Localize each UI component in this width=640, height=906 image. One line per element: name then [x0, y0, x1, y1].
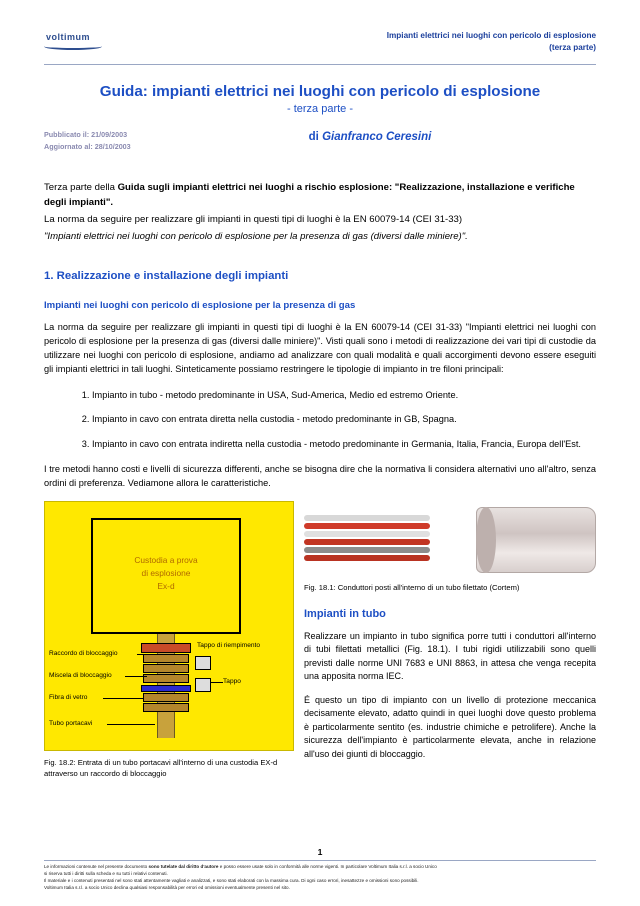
- footer-line1-b: sono tutelate dal diritto d'autore: [148, 864, 219, 870]
- right-column-paragraph-1: Realizzare un impianto in tubo significa porre tutti i conduttori all'interno di tubi filettati metallici (Fig. 18.1). I tubi rigidi utilizzabili sono quelli previsti dalle norme UNI 7683 e UNI 8863, in attesa che venga recepita una apposita norma IEC.: [304, 630, 596, 682]
- page-footer: [44, 847, 596, 892]
- label-tubo: Tubo portacavi: [49, 719, 93, 727]
- header-divider: [44, 64, 596, 65]
- section-heading: 1. Realizzazione e installazione degli impianti: [44, 270, 289, 283]
- publication-dates: [44, 129, 224, 153]
- page-title: Guida: impianti elettrici nei luoghi con pericolo di esplosione: [99, 83, 541, 100]
- figures-area: [44, 501, 596, 779]
- footer-line3: Il materiale e i contenuti presentati nel sono stati attentamente vagliati e analizzati, e sono stati elaborati con la massima cura. Di ogni caso errori, inesattezze e omissioni sono possibili.: [44, 878, 419, 884]
- enclosure-label: [93, 554, 239, 593]
- tube-end-icon: [476, 507, 496, 573]
- figure-18-1-photo: [304, 501, 596, 579]
- header-title-line1: Impianti elettrici nei luoghi con pericolo di esplosione: [386, 31, 596, 40]
- right-column-paragraph-2: É questo un tipo di impianto con un livello di protezione meccanica decisamente elevato, adatto quindi in quei luoghi dove questo problema è particolarmente sentito (es. industrie chimiche e petrolifere). Anche la sicurezza dell'impianto è particolarmente elevata, anche in relazione all'uso dei giunti di bloccaggio.: [304, 694, 596, 759]
- enclosure-label-line1: Custodia a prova: [134, 554, 198, 565]
- right-column: [304, 501, 596, 779]
- page-subtitle: - terza parte -: [286, 103, 354, 115]
- header-title-line2: (terza parte): [549, 42, 596, 52]
- label-miscela: Miscela di bloccaggio: [49, 671, 112, 679]
- list-item: 3. Impianto in cavo con entrata indiretta nella custodia - metodo predominante in Germania, Italia, Francia, Europa dell'Est.: [92, 438, 596, 452]
- footer-line1-a: Le informazioni contenute nel presente documento: [44, 864, 149, 870]
- leader-1: [137, 654, 149, 655]
- label-tappo: Tappo: [223, 677, 241, 685]
- leader-4: [107, 724, 155, 725]
- illustration-pipe-entry: [44, 501, 294, 751]
- footer-line1-c: e posso essere usate solo in conformità alle norme vigenti. In particolare Voltimum Italia s.r.l. a socio Unico: [218, 864, 437, 870]
- figure-18-2: [44, 501, 294, 779]
- figure-18-2-caption: Fig. 18.2: Entrata di un tubo portacavi all'interno di una custodia EX-d attraverso un raccordo di bloccaggio: [44, 757, 278, 778]
- page-header: [44, 28, 596, 62]
- figure-18-1-caption: Fig. 18.1: Conduttori posti all'interno di un tubo filettato (Cortem): [304, 582, 520, 592]
- glass-fibre-band: [141, 685, 191, 692]
- leader-5: [211, 682, 223, 683]
- sealing-fitting-top: [141, 643, 191, 653]
- right-column-heading: Impianti in tubo: [304, 607, 386, 620]
- methods-list: [44, 389, 596, 452]
- author-line: [224, 129, 596, 143]
- intro-paragraph-2: La norma da seguire per realizzare gli impianti in questi tipi di luoghi è la EN 60079-14 (CEI 31-33): [44, 213, 463, 225]
- conductor-red-2: [304, 539, 430, 545]
- intro-p3-italic: "Impianti elettrici nei luoghi con pericolo di esplosione per la presenza di gas (diversi dalle miniere)".: [44, 230, 468, 242]
- label-fibra: Fibra di vetro: [49, 693, 88, 701]
- sealing-band-5: [143, 703, 189, 712]
- meta-row: [44, 129, 596, 159]
- plug: [195, 678, 211, 692]
- author-name: Gianfranco Ceresini: [322, 131, 432, 143]
- explosion-proof-enclosure: [91, 518, 241, 634]
- section-paragraph: La norma da seguire per realizzare gli impianti in questi tipi di luoghi è la EN 60079-14 (CEI 31-33) "Impianti elettrici nei luoghi con pericolo di esplosione per la presenza di gas (diversi dalle miniere)". Visti quali sono i metodi di realizzazione dei vari tipi di custodie da utilizzare nei luoghi con pericolo di esplosione, andiamo ad analizzare con quali modalità e quali accorgimenti devono essere eseguiti gli impianti elettrici in tali luoghi. Sinteticamente possiamo restringere le tipologie di impianto in tre filoni principali:: [44, 322, 596, 374]
- conductor-grey-2: [304, 531, 430, 537]
- conductor-grey-1: [304, 515, 430, 521]
- sealing-band-4: [143, 693, 189, 702]
- updated-date: Aggiornato al: 28/10/2003: [44, 142, 131, 152]
- sealing-band-3: [143, 674, 189, 683]
- sealing-band-2: [143, 664, 189, 673]
- author-prefix: di: [308, 131, 323, 143]
- sealing-band-1: [143, 654, 189, 663]
- published-date: Pubblicato il: 21/09/2003: [44, 130, 128, 139]
- footer-line2: si riserva tutti i diritti sulla scheda e su tutti i relativi contenuti.: [44, 871, 168, 877]
- footer-disclaimer: [44, 864, 596, 892]
- logo-swoosh-icon: [44, 43, 102, 50]
- footer-divider: [44, 860, 596, 861]
- leader-3: [103, 698, 143, 699]
- intro-paragraph-3: [44, 230, 596, 245]
- intro-p1-c: : "Realizzazione, installazione e verifiche degli impianti".: [44, 182, 575, 208]
- page-number: 1: [317, 847, 323, 858]
- list-item: 2. Impianto in cavo con entrata diretta nella custodia - metodo predominante in GB, Spagna.: [92, 413, 596, 427]
- conductor-grey-3: [304, 547, 430, 553]
- intro-block: [44, 181, 596, 244]
- conductor-red-3: [304, 555, 430, 561]
- header-document-title: [387, 28, 596, 54]
- intro-p1-b: Guida sugli impianti elettrici nei luoghi a rischio esplosione: [117, 182, 389, 193]
- leader-2: [125, 676, 147, 677]
- footer-line4: Voltimum Italia s.r.l. a socio Unico declina qualsiasi responsabilità per errori ed omissioni eventualmente presenti nel sito.: [44, 885, 290, 891]
- conductor-red-1: [304, 523, 430, 529]
- label-tappo-riempimento: Tappo di riempimento: [197, 641, 261, 649]
- enclosure-label-line3: Ex-d: [157, 580, 175, 591]
- intro-p1-a: Terza parte della: [44, 182, 118, 193]
- section-closing-paragraph: I tre metodi hanno costi e livelli di sicurezza differenti, anche se bisogna dire che la normativa li considera alternativi uno all'altro, senza ordini di preferenza. Vediamone allora le caratteristiche.: [44, 464, 596, 488]
- voltimum-logo: [44, 28, 106, 54]
- filling-plug: [195, 656, 211, 670]
- section-subheading: Impianti nei luoghi con pericolo di esplosione per la presenza di gas: [44, 300, 356, 312]
- label-raccordo: Raccordo di bloccaggio: [49, 649, 118, 657]
- enclosure-label-line2: di esplosione: [141, 567, 191, 578]
- list-item: 1. Impianto in tubo - metodo predominante in USA, Sud-America, Medio ed estremo Oriente.: [92, 389, 596, 403]
- logo-text: voltimum: [46, 32, 91, 42]
- intro-paragraph-1: [44, 181, 596, 211]
